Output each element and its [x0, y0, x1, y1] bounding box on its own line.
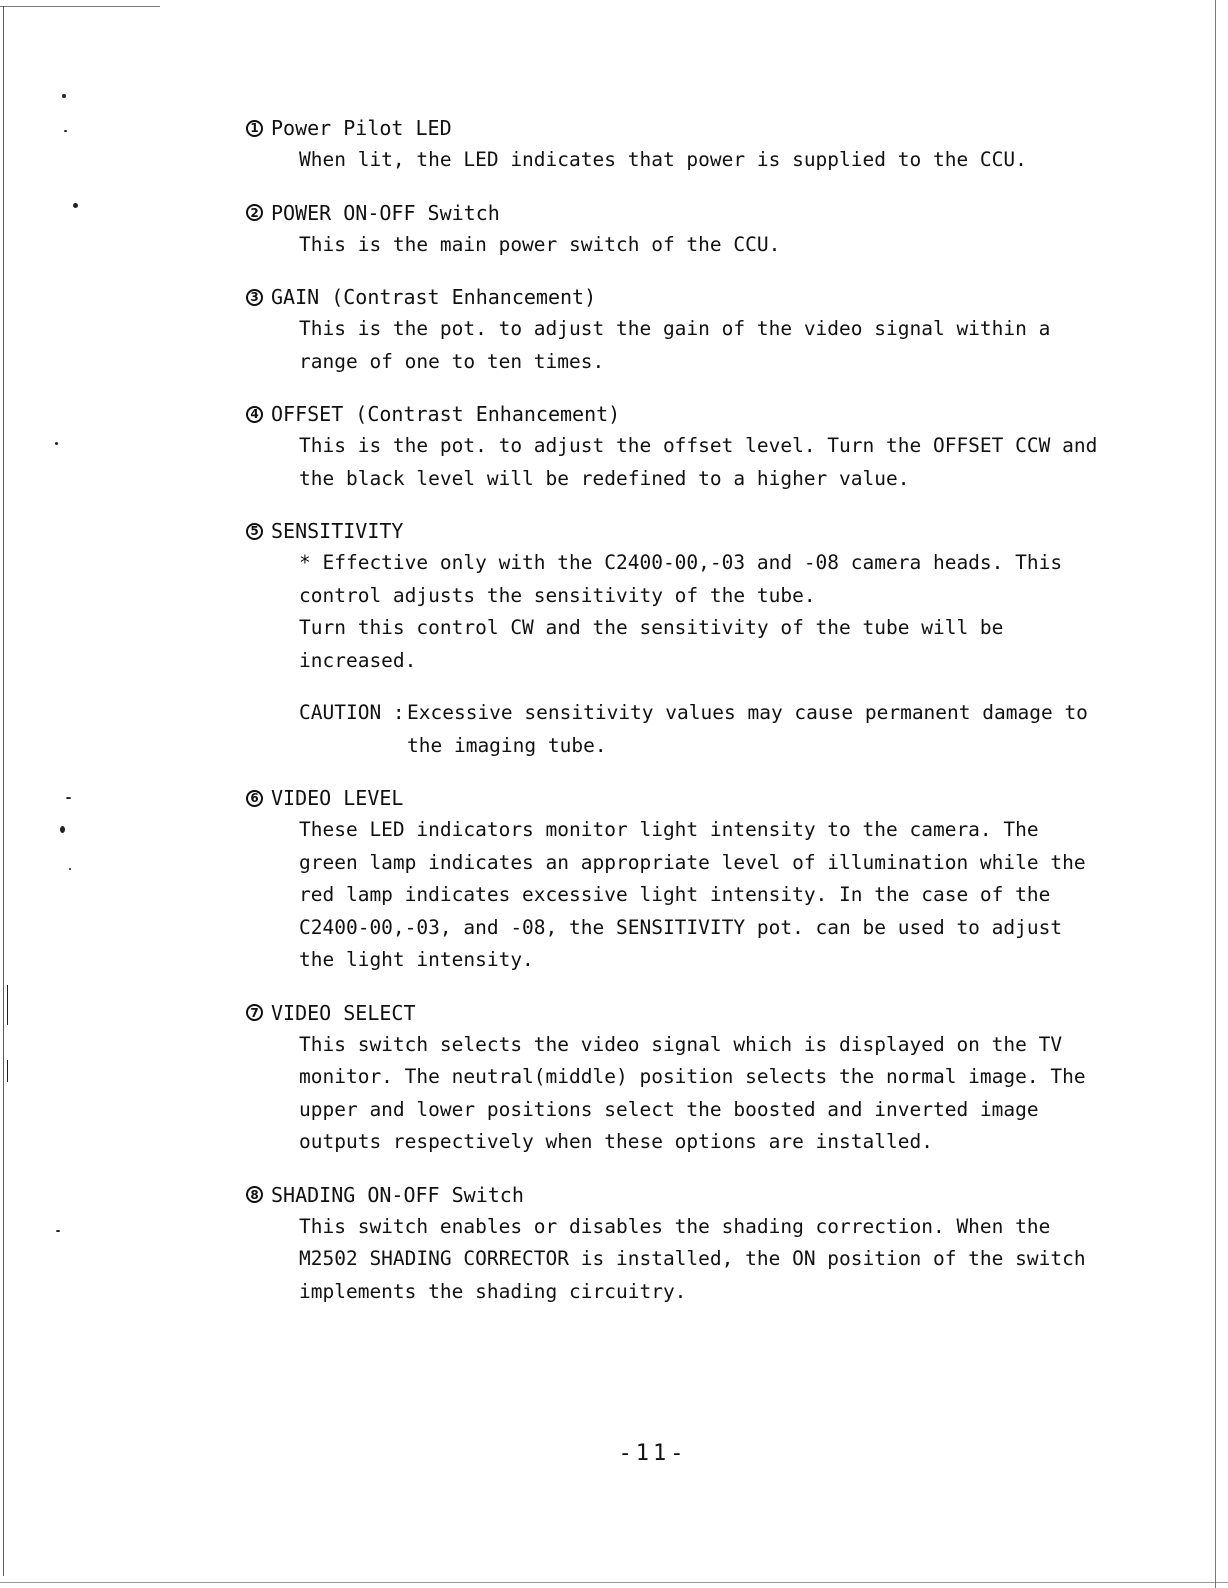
circled-number: 6	[246, 790, 263, 807]
circled-number: 8	[246, 1186, 263, 1203]
paragraph: These LED indicators monitor light intensity to the camera. The green lamp indicates an appropriate level of illumination while the red lamp indicates excessive light intensity. In the case of the C2400-00,-03, and -08, the SENSITIVITY pot. can be used to adjust the light intensity.	[299, 818, 1086, 971]
item-video-select	[246, 997, 1106, 1159]
circled-number: 7	[246, 1004, 263, 1021]
scan-speck	[66, 797, 71, 799]
caution-text: Excessive sensitivity values may cause permanent damage to the imaging tube.	[407, 701, 1088, 757]
item-heading	[246, 1179, 1106, 1211]
item-title: SHADING ON-OFF Switch	[271, 1182, 524, 1207]
paragraph: This switch selects the video signal which is displayed on the TV monitor. The neutral(middle) position selects the normal image. The upper and lower positions select the boosted and inverted image outputs respectively when these options are installed.	[299, 1032, 1086, 1153]
item-shading-switch	[246, 1179, 1106, 1309]
item-heading	[246, 281, 1106, 313]
scan-speck	[55, 442, 58, 445]
scan-speck	[64, 130, 67, 132]
scan-speck	[7, 1060, 8, 1082]
circled-number: 2	[246, 204, 263, 221]
item-video-level	[246, 782, 1106, 977]
scan-edge-left	[3, 6, 4, 1576]
circled-number: 1	[246, 120, 263, 137]
item-power-pilot-led	[246, 112, 1106, 177]
paragraph: This is the main power switch of the CCU.	[299, 232, 781, 256]
paragraph: * Effective only with the C2400-00,-03 and -08 camera heads. This control adjusts the sensitivity of the tube.	[299, 551, 1063, 607]
item-body	[299, 547, 1106, 762]
item-body	[299, 144, 1106, 177]
item-body	[299, 430, 1106, 495]
item-title: OFFSET (Contrast Enhancement)	[271, 402, 621, 426]
scan-edge-bottom	[0, 1582, 1228, 1583]
document-page	[246, 112, 1106, 1328]
item-sensitivity	[246, 515, 1106, 762]
paragraph: This is the pot. to adjust the gain of the video signal within a range of one to ten times.	[299, 317, 1051, 373]
paragraph: Turn this control CW and the sensitivity of the tube will be increased.	[299, 616, 1004, 672]
paragraph: This switch enables or disables the shading correction. When the M2502 SHADING CORRECTOR is installed, the ON position of the switch implements the shading circuitry.	[299, 1214, 1086, 1303]
item-body	[299, 814, 1106, 977]
scan-speck	[7, 985, 8, 1025]
item-title: POWER ON-OFF Switch	[271, 200, 500, 225]
scan-speck	[56, 1230, 60, 1232]
item-title: SENSITIVITY	[271, 519, 404, 543]
item-offset	[246, 398, 1106, 495]
item-heading	[246, 197, 1106, 229]
item-title: GAIN (Contrast Enhancement)	[271, 285, 597, 309]
caution-note	[299, 697, 1106, 762]
scan-speck	[69, 868, 71, 870]
item-heading	[246, 398, 1106, 430]
scan-speck	[60, 826, 65, 833]
paragraph: When lit, the LED indicates that power is supplied to the CCU.	[299, 148, 1027, 171]
item-title: VIDEO SELECT	[271, 1000, 416, 1025]
scan-edge-right	[1215, 0, 1216, 1588]
item-body	[299, 1211, 1106, 1309]
scan-edge-top	[0, 6, 160, 7]
item-heading	[246, 997, 1106, 1029]
caution-label: CAUTION :	[299, 701, 405, 724]
circled-number: 5	[246, 523, 263, 540]
item-power-switch	[246, 197, 1106, 262]
item-body	[299, 313, 1106, 378]
scan-speck	[73, 203, 78, 208]
item-body	[299, 229, 1106, 262]
page-number: -11-	[618, 1441, 688, 1466]
item-body	[299, 1029, 1106, 1159]
scan-speck	[62, 94, 66, 98]
item-heading	[246, 112, 1106, 144]
circled-number: 4	[246, 406, 263, 423]
item-heading	[246, 782, 1106, 814]
item-heading	[246, 515, 1106, 547]
item-title: VIDEO LEVEL	[271, 786, 404, 810]
circled-number: 3	[246, 289, 263, 306]
item-title: Power Pilot LED	[271, 116, 452, 140]
item-gain	[246, 281, 1106, 378]
paragraph: This is the pot. to adjust the offset level. Turn the OFFSET CCW and the black level will be redefined to a higher value.	[299, 434, 1098, 490]
